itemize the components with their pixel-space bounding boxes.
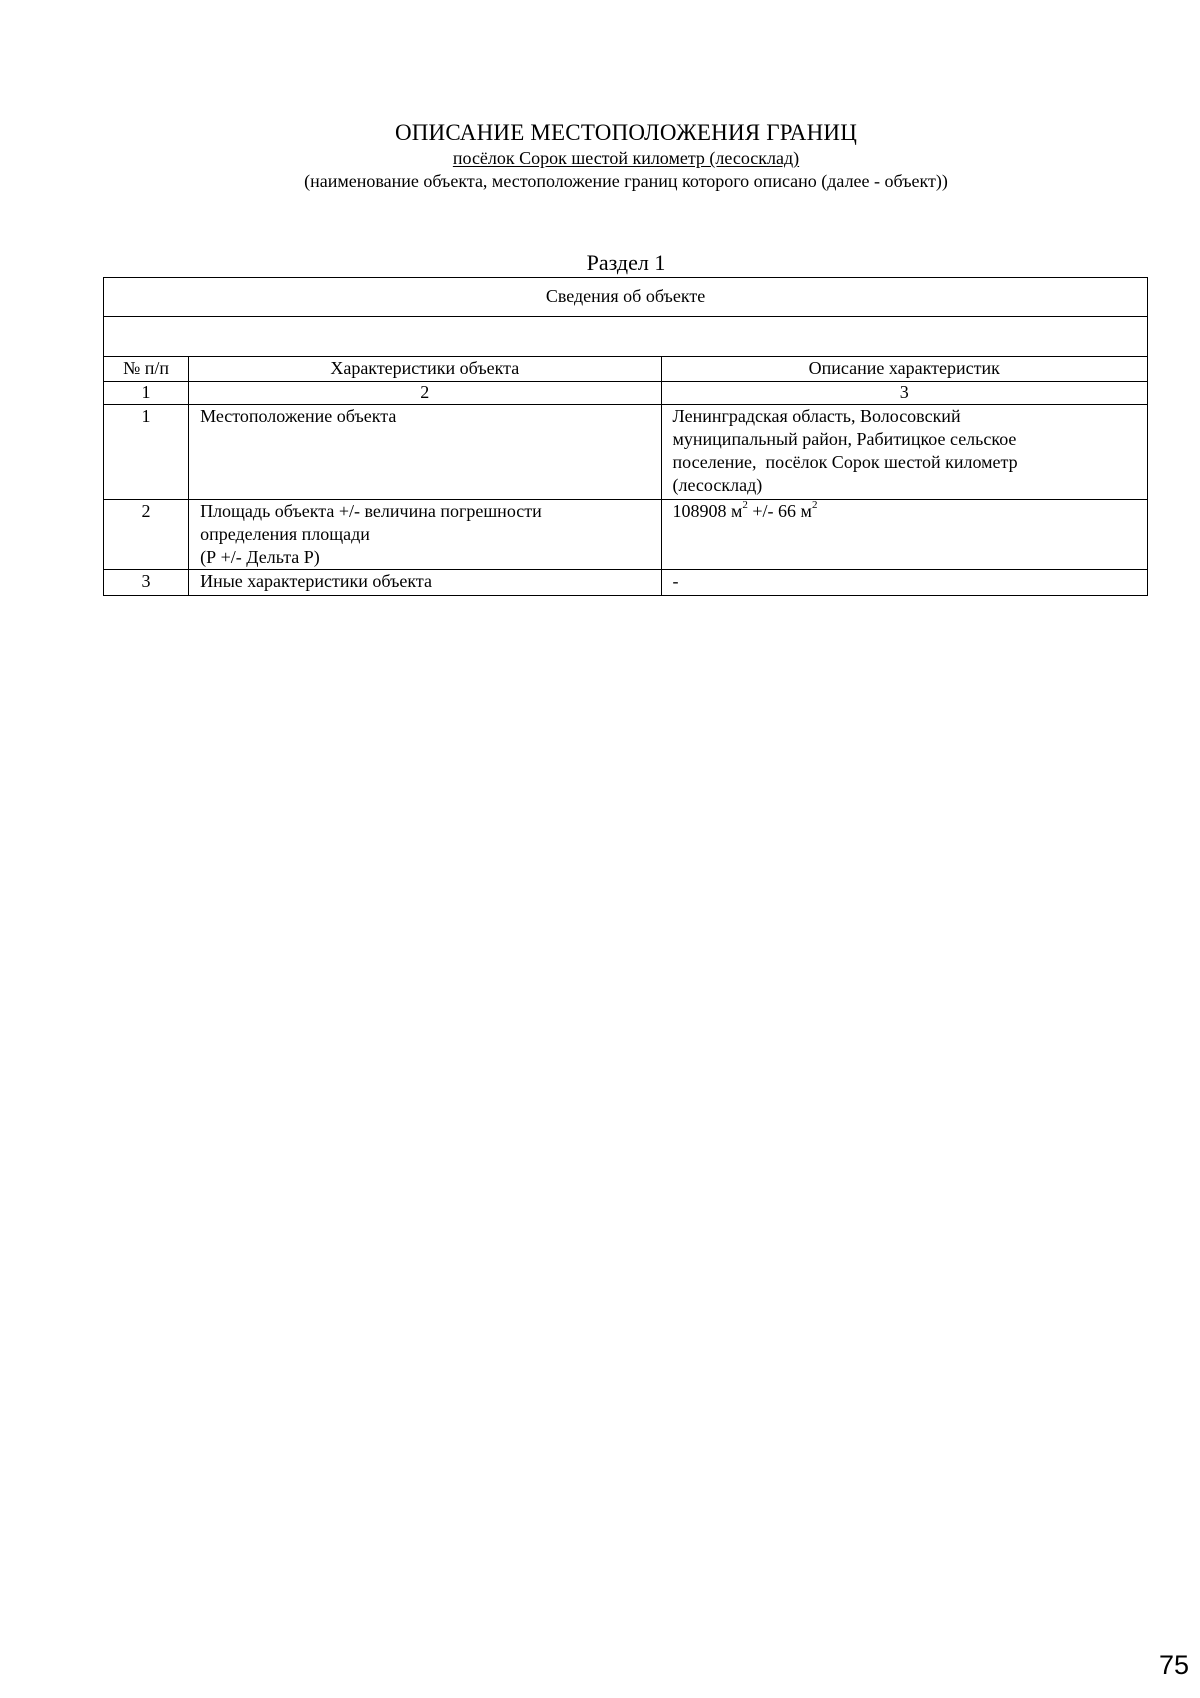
description-line: Ленинградская область, Волосовский: [672, 406, 961, 426]
table-row: [104, 570, 1148, 596]
column-header-description: Описание характеристик: [661, 357, 1147, 382]
characteristic-cell: [189, 500, 661, 570]
row-number: 2: [104, 500, 189, 570]
description-line: муниципальный район, Рабитицкое сельское: [672, 429, 1017, 449]
table-caption: Сведения об объекте: [104, 278, 1148, 317]
characteristic-cell: Местоположение объекта: [189, 405, 661, 500]
object-name-text: посёлок Сорок шестой километр (лесосклад): [452, 148, 800, 168]
description-cell: [661, 405, 1147, 500]
characteristic-line: Площадь объекта +/- величина погрешности: [200, 501, 542, 521]
area-value: 108908 м: [672, 501, 743, 521]
table-caption-row: [104, 278, 1148, 317]
description-cell: -: [661, 570, 1147, 596]
table-row: [104, 405, 1148, 500]
document-title: ОПИСАНИЕ МЕСТОПОЛОЖЕНИЯ ГРАНИЦ: [394, 120, 858, 145]
table-blank-row: [104, 317, 1148, 357]
area-unit-exponent: 2: [742, 499, 748, 511]
description-line: поселение, посёлок Сорок шестой километр: [672, 452, 1018, 472]
area-value-cell: [661, 500, 1147, 570]
blank-cell: [104, 317, 1148, 357]
row-number: 3: [104, 570, 189, 596]
characteristic-line: (Р +/- Дельта Р): [200, 547, 320, 567]
table-index-row: [104, 382, 1148, 405]
description-line: (лесосклад): [672, 475, 763, 495]
column-index-2: 2: [189, 382, 661, 405]
table-row: [104, 500, 1148, 570]
section-heading: Раздел 1: [586, 250, 666, 275]
object-caption: (наименование объекта, местоположение границ которого описано (далее - объект)): [304, 171, 948, 191]
tolerance-unit-exponent: 2: [811, 499, 818, 511]
characteristic-cell: Иные характеристики объекта: [189, 570, 661, 596]
object-info-table: [103, 277, 1148, 596]
page-number: 75: [1159, 1650, 1190, 1680]
column-index-1: 1: [104, 382, 189, 405]
object-name: [0, 147, 1200, 169]
characteristic-line: определения площади: [200, 524, 370, 544]
column-index-3: 3: [661, 382, 1147, 405]
row-number: 1: [104, 405, 189, 500]
column-header-num: № п/п: [104, 357, 189, 382]
area-tolerance: +/- 66 м: [747, 501, 812, 521]
table-header-row: [104, 357, 1148, 382]
column-header-characteristic: Характеристики объекта: [189, 357, 661, 382]
